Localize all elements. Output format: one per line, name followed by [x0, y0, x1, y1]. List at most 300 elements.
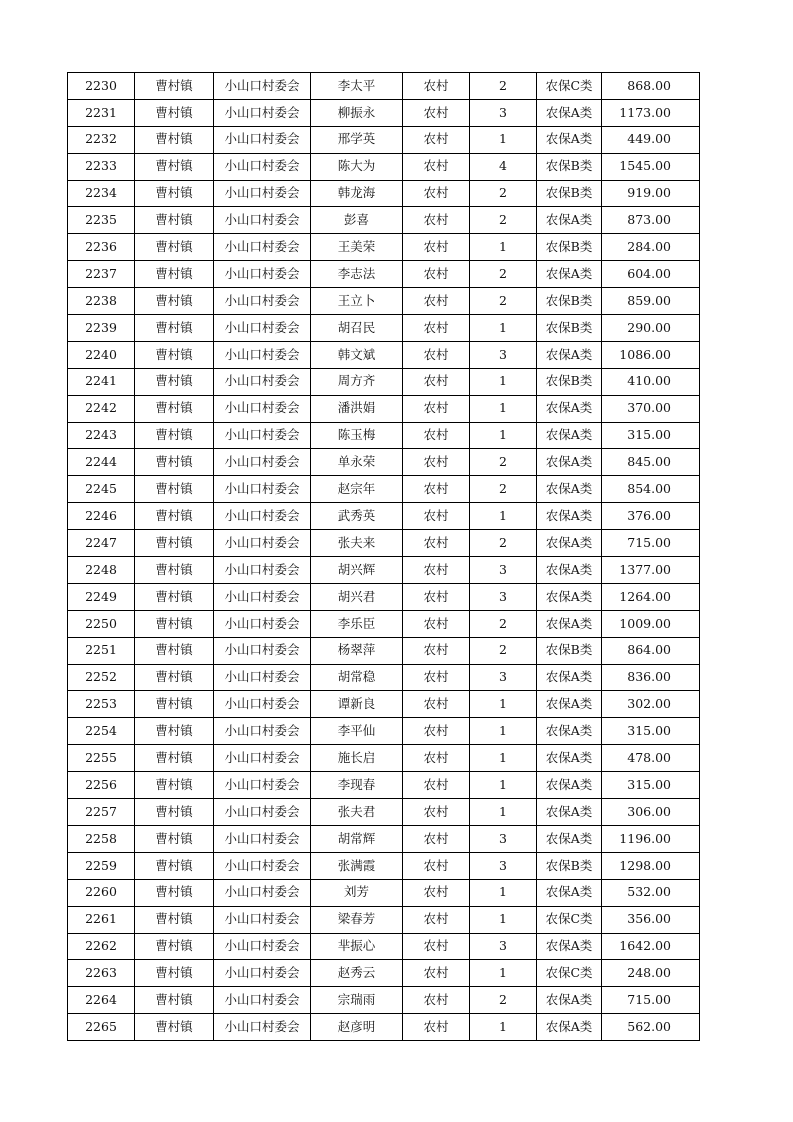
cell-insurance-category: 农保A类 [537, 718, 602, 745]
records-table [67, 72, 700, 1041]
cell-insurance-category: 农保B类 [537, 315, 602, 342]
cell-town: 曹村镇 [135, 126, 214, 153]
cell-insurance-category: 农保A类 [537, 825, 602, 852]
cell-serial-number: 2254 [68, 718, 135, 745]
cell-insurance-category: 农保A类 [537, 879, 602, 906]
cell-insurance-category: 农保A类 [537, 476, 602, 503]
cell-village-committee: 小山口村委会 [214, 664, 311, 691]
cell-insurance-category: 农保A类 [537, 449, 602, 476]
table-row [68, 234, 700, 261]
cell-village-committee: 小山口村委会 [214, 987, 311, 1014]
cell-amount: 449.00 [602, 126, 700, 153]
cell-amount: 1264.00 [602, 583, 700, 610]
cell-amount: 1545.00 [602, 153, 700, 180]
table-row [68, 341, 700, 368]
cell-area-type: 农村 [403, 879, 470, 906]
cell-household-count: 1 [470, 422, 537, 449]
cell-village-committee: 小山口村委会 [214, 368, 311, 395]
table-row [68, 879, 700, 906]
cell-town: 曹村镇 [135, 799, 214, 826]
cell-person-name: 柳振永 [311, 99, 403, 126]
cell-insurance-category: 农保A类 [537, 610, 602, 637]
cell-village-committee: 小山口村委会 [214, 180, 311, 207]
cell-serial-number: 2262 [68, 933, 135, 960]
cell-village-committee: 小山口村委会 [214, 341, 311, 368]
cell-amount: 1196.00 [602, 825, 700, 852]
cell-town: 曹村镇 [135, 73, 214, 100]
cell-serial-number: 2235 [68, 207, 135, 234]
cell-serial-number: 2236 [68, 234, 135, 261]
cell-amount: 873.00 [602, 207, 700, 234]
cell-village-committee: 小山口村委会 [214, 691, 311, 718]
cell-town: 曹村镇 [135, 772, 214, 799]
table-row [68, 422, 700, 449]
cell-person-name: 谭新良 [311, 691, 403, 718]
cell-area-type: 农村 [403, 315, 470, 342]
cell-town: 曹村镇 [135, 852, 214, 879]
cell-household-count: 1 [470, 395, 537, 422]
cell-village-committee: 小山口村委会 [214, 395, 311, 422]
cell-household-count: 3 [470, 99, 537, 126]
cell-village-committee: 小山口村委会 [214, 799, 311, 826]
cell-insurance-category: 农保A类 [537, 503, 602, 530]
cell-insurance-category: 农保B类 [537, 368, 602, 395]
cell-person-name: 宗瑞雨 [311, 987, 403, 1014]
cell-village-committee: 小山口村委会 [214, 207, 311, 234]
cell-household-count: 2 [470, 987, 537, 1014]
cell-amount: 1009.00 [602, 610, 700, 637]
cell-person-name: 周方齐 [311, 368, 403, 395]
cell-insurance-category: 农保C类 [537, 73, 602, 100]
table-row [68, 933, 700, 960]
cell-insurance-category: 农保A类 [537, 987, 602, 1014]
cell-village-committee: 小山口村委会 [214, 261, 311, 288]
table-row [68, 987, 700, 1014]
cell-insurance-category: 农保A类 [537, 99, 602, 126]
cell-town: 曹村镇 [135, 825, 214, 852]
cell-amount: 868.00 [602, 73, 700, 100]
cell-area-type: 农村 [403, 234, 470, 261]
cell-insurance-category: 农保C类 [537, 960, 602, 987]
cell-insurance-category: 农保A类 [537, 557, 602, 584]
table-row [68, 180, 700, 207]
cell-serial-number: 2230 [68, 73, 135, 100]
cell-household-count: 1 [470, 691, 537, 718]
cell-household-count: 2 [470, 476, 537, 503]
cell-village-committee: 小山口村委会 [214, 906, 311, 933]
cell-household-count: 1 [470, 368, 537, 395]
cell-serial-number: 2259 [68, 852, 135, 879]
cell-town: 曹村镇 [135, 530, 214, 557]
cell-person-name: 陈玉梅 [311, 422, 403, 449]
cell-insurance-category: 农保B类 [537, 852, 602, 879]
cell-area-type: 农村 [403, 960, 470, 987]
cell-serial-number: 2231 [68, 99, 135, 126]
cell-insurance-category: 农保A类 [537, 691, 602, 718]
cell-insurance-category: 农保B类 [537, 234, 602, 261]
cell-amount: 370.00 [602, 395, 700, 422]
table-row [68, 207, 700, 234]
cell-town: 曹村镇 [135, 610, 214, 637]
cell-village-committee: 小山口村委会 [214, 99, 311, 126]
cell-area-type: 农村 [403, 476, 470, 503]
cell-household-count: 4 [470, 153, 537, 180]
cell-area-type: 农村 [403, 799, 470, 826]
table-row [68, 745, 700, 772]
cell-amount: 532.00 [602, 879, 700, 906]
cell-household-count: 1 [470, 745, 537, 772]
cell-amount: 290.00 [602, 315, 700, 342]
cell-insurance-category: 农保A类 [537, 261, 602, 288]
cell-serial-number: 2239 [68, 315, 135, 342]
cell-person-name: 杨翠萍 [311, 637, 403, 664]
cell-insurance-category: 农保A类 [537, 664, 602, 691]
cell-insurance-category: 农保A类 [537, 126, 602, 153]
cell-town: 曹村镇 [135, 557, 214, 584]
cell-town: 曹村镇 [135, 987, 214, 1014]
cell-village-committee: 小山口村委会 [214, 530, 311, 557]
cell-area-type: 农村 [403, 73, 470, 100]
cell-serial-number: 2249 [68, 583, 135, 610]
cell-serial-number: 2251 [68, 637, 135, 664]
cell-serial-number: 2255 [68, 745, 135, 772]
cell-household-count: 2 [470, 288, 537, 315]
cell-person-name: 韩文斌 [311, 341, 403, 368]
cell-serial-number: 2244 [68, 449, 135, 476]
cell-amount: 284.00 [602, 234, 700, 261]
cell-person-name: 李现春 [311, 772, 403, 799]
cell-area-type: 农村 [403, 341, 470, 368]
cell-person-name: 李太平 [311, 73, 403, 100]
cell-household-count: 2 [470, 530, 537, 557]
cell-household-count: 1 [470, 879, 537, 906]
cell-amount: 315.00 [602, 422, 700, 449]
cell-village-committee: 小山口村委会 [214, 960, 311, 987]
cell-serial-number: 2253 [68, 691, 135, 718]
table-row [68, 530, 700, 557]
cell-amount: 1173.00 [602, 99, 700, 126]
cell-insurance-category: 农保A类 [537, 1014, 602, 1041]
cell-town: 曹村镇 [135, 691, 214, 718]
cell-amount: 1086.00 [602, 341, 700, 368]
cell-person-name: 李志法 [311, 261, 403, 288]
cell-serial-number: 2260 [68, 879, 135, 906]
cell-area-type: 农村 [403, 691, 470, 718]
cell-serial-number: 2238 [68, 288, 135, 315]
cell-person-name: 胡兴辉 [311, 557, 403, 584]
cell-insurance-category: 农保C类 [537, 906, 602, 933]
cell-person-name: 武秀英 [311, 503, 403, 530]
table-row [68, 476, 700, 503]
cell-person-name: 单永荣 [311, 449, 403, 476]
cell-town: 曹村镇 [135, 503, 214, 530]
cell-amount: 315.00 [602, 718, 700, 745]
cell-insurance-category: 农保A类 [537, 207, 602, 234]
cell-household-count: 3 [470, 825, 537, 852]
cell-town: 曹村镇 [135, 261, 214, 288]
cell-area-type: 农村 [403, 637, 470, 664]
cell-town: 曹村镇 [135, 449, 214, 476]
cell-village-committee: 小山口村委会 [214, 557, 311, 584]
table-row [68, 449, 700, 476]
cell-village-committee: 小山口村委会 [214, 933, 311, 960]
table-row [68, 99, 700, 126]
records-table-body [68, 73, 700, 1041]
cell-serial-number: 2261 [68, 906, 135, 933]
cell-serial-number: 2246 [68, 503, 135, 530]
cell-area-type: 农村 [403, 987, 470, 1014]
cell-amount: 315.00 [602, 772, 700, 799]
cell-area-type: 农村 [403, 772, 470, 799]
cell-serial-number: 2252 [68, 664, 135, 691]
cell-area-type: 农村 [403, 395, 470, 422]
cell-person-name: 王立卜 [311, 288, 403, 315]
cell-village-committee: 小山口村委会 [214, 637, 311, 664]
cell-village-committee: 小山口村委会 [214, 503, 311, 530]
cell-town: 曹村镇 [135, 180, 214, 207]
cell-household-count: 1 [470, 718, 537, 745]
cell-insurance-category: 农保B类 [537, 180, 602, 207]
cell-serial-number: 2257 [68, 799, 135, 826]
table-row [68, 691, 700, 718]
cell-area-type: 农村 [403, 583, 470, 610]
cell-person-name: 赵彦明 [311, 1014, 403, 1041]
cell-area-type: 农村 [403, 1014, 470, 1041]
cell-household-count: 1 [470, 906, 537, 933]
cell-village-committee: 小山口村委会 [214, 126, 311, 153]
cell-serial-number: 2232 [68, 126, 135, 153]
cell-town: 曹村镇 [135, 906, 214, 933]
cell-town: 曹村镇 [135, 234, 214, 261]
cell-serial-number: 2264 [68, 987, 135, 1014]
cell-person-name: 李平仙 [311, 718, 403, 745]
cell-household-count: 1 [470, 503, 537, 530]
cell-town: 曹村镇 [135, 153, 214, 180]
cell-serial-number: 2242 [68, 395, 135, 422]
cell-area-type: 农村 [403, 745, 470, 772]
cell-town: 曹村镇 [135, 476, 214, 503]
cell-household-count: 2 [470, 261, 537, 288]
cell-insurance-category: 农保B类 [537, 153, 602, 180]
cell-household-count: 2 [470, 449, 537, 476]
cell-area-type: 农村 [403, 99, 470, 126]
cell-town: 曹村镇 [135, 664, 214, 691]
cell-area-type: 农村 [403, 153, 470, 180]
cell-insurance-category: 农保A类 [537, 933, 602, 960]
cell-town: 曹村镇 [135, 718, 214, 745]
cell-household-count: 3 [470, 664, 537, 691]
cell-amount: 854.00 [602, 476, 700, 503]
table-row [68, 261, 700, 288]
cell-household-count: 1 [470, 772, 537, 799]
cell-serial-number: 2258 [68, 825, 135, 852]
table-row [68, 825, 700, 852]
cell-area-type: 农村 [403, 933, 470, 960]
cell-area-type: 农村 [403, 368, 470, 395]
cell-insurance-category: 农保A类 [537, 799, 602, 826]
cell-village-committee: 小山口村委会 [214, 315, 311, 342]
cell-person-name: 张满霞 [311, 852, 403, 879]
cell-area-type: 农村 [403, 207, 470, 234]
cell-insurance-category: 农保A类 [537, 422, 602, 449]
cell-town: 曹村镇 [135, 368, 214, 395]
cell-insurance-category: 农保A类 [537, 772, 602, 799]
cell-serial-number: 2245 [68, 476, 135, 503]
table-row [68, 503, 700, 530]
cell-person-name: 赵宗年 [311, 476, 403, 503]
cell-household-count: 1 [470, 234, 537, 261]
cell-household-count: 3 [470, 933, 537, 960]
cell-area-type: 农村 [403, 126, 470, 153]
table-row [68, 368, 700, 395]
cell-person-name: 赵秀云 [311, 960, 403, 987]
cell-amount: 562.00 [602, 1014, 700, 1041]
cell-person-name: 胡召民 [311, 315, 403, 342]
cell-person-name: 刘芳 [311, 879, 403, 906]
cell-town: 曹村镇 [135, 879, 214, 906]
cell-household-count: 3 [470, 341, 537, 368]
cell-village-committee: 小山口村委会 [214, 583, 311, 610]
cell-insurance-category: 农保A类 [537, 583, 602, 610]
cell-area-type: 农村 [403, 852, 470, 879]
cell-person-name: 潘洪娟 [311, 395, 403, 422]
cell-area-type: 农村 [403, 180, 470, 207]
cell-area-type: 农村 [403, 718, 470, 745]
cell-village-committee: 小山口村委会 [214, 610, 311, 637]
cell-town: 曹村镇 [135, 315, 214, 342]
cell-amount: 845.00 [602, 449, 700, 476]
cell-town: 曹村镇 [135, 422, 214, 449]
table-row [68, 73, 700, 100]
cell-village-committee: 小山口村委会 [214, 288, 311, 315]
cell-town: 曹村镇 [135, 288, 214, 315]
table-row [68, 395, 700, 422]
cell-village-committee: 小山口村委会 [214, 476, 311, 503]
cell-household-count: 2 [470, 180, 537, 207]
cell-person-name: 施长启 [311, 745, 403, 772]
cell-person-name: 邢学英 [311, 126, 403, 153]
cell-area-type: 农村 [403, 610, 470, 637]
cell-town: 曹村镇 [135, 207, 214, 234]
cell-person-name: 张夫来 [311, 530, 403, 557]
cell-amount: 1642.00 [602, 933, 700, 960]
cell-area-type: 农村 [403, 906, 470, 933]
cell-serial-number: 2247 [68, 530, 135, 557]
cell-town: 曹村镇 [135, 637, 214, 664]
cell-area-type: 农村 [403, 288, 470, 315]
cell-person-name: 胡兴君 [311, 583, 403, 610]
cell-village-committee: 小山口村委会 [214, 234, 311, 261]
cell-person-name: 梁春芳 [311, 906, 403, 933]
cell-insurance-category: 农保A类 [537, 745, 602, 772]
cell-household-count: 2 [470, 207, 537, 234]
cell-amount: 478.00 [602, 745, 700, 772]
cell-amount: 604.00 [602, 261, 700, 288]
cell-village-committee: 小山口村委会 [214, 1014, 311, 1041]
table-row [68, 315, 700, 342]
cell-area-type: 农村 [403, 664, 470, 691]
cell-amount: 919.00 [602, 180, 700, 207]
cell-household-count: 3 [470, 583, 537, 610]
cell-serial-number: 2234 [68, 180, 135, 207]
table-row [68, 1014, 700, 1041]
cell-amount: 864.00 [602, 637, 700, 664]
table-row [68, 960, 700, 987]
table-row [68, 610, 700, 637]
cell-person-name: 陈大为 [311, 153, 403, 180]
table-row [68, 718, 700, 745]
cell-household-count: 1 [470, 960, 537, 987]
cell-area-type: 农村 [403, 503, 470, 530]
cell-amount: 836.00 [602, 664, 700, 691]
cell-amount: 1377.00 [602, 557, 700, 584]
cell-amount: 715.00 [602, 987, 700, 1014]
cell-area-type: 农村 [403, 557, 470, 584]
cell-household-count: 1 [470, 1014, 537, 1041]
cell-person-name: 胡常辉 [311, 825, 403, 852]
cell-insurance-category: 农保B类 [537, 637, 602, 664]
cell-town: 曹村镇 [135, 745, 214, 772]
cell-insurance-category: 农保B类 [537, 288, 602, 315]
table-row [68, 664, 700, 691]
cell-village-committee: 小山口村委会 [214, 825, 311, 852]
cell-serial-number: 2243 [68, 422, 135, 449]
cell-village-committee: 小山口村委会 [214, 422, 311, 449]
cell-area-type: 农村 [403, 261, 470, 288]
cell-household-count: 1 [470, 126, 537, 153]
cell-village-committee: 小山口村委会 [214, 73, 311, 100]
cell-area-type: 农村 [403, 825, 470, 852]
cell-insurance-category: 农保A类 [537, 530, 602, 557]
table-row [68, 906, 700, 933]
cell-insurance-category: 农保A类 [537, 341, 602, 368]
cell-amount: 376.00 [602, 503, 700, 530]
cell-serial-number: 2263 [68, 960, 135, 987]
cell-household-count: 1 [470, 315, 537, 342]
cell-area-type: 农村 [403, 530, 470, 557]
cell-serial-number: 2265 [68, 1014, 135, 1041]
cell-village-committee: 小山口村委会 [214, 879, 311, 906]
cell-town: 曹村镇 [135, 933, 214, 960]
cell-village-committee: 小山口村委会 [214, 852, 311, 879]
cell-person-name: 李乐臣 [311, 610, 403, 637]
cell-amount: 1298.00 [602, 852, 700, 879]
cell-town: 曹村镇 [135, 1014, 214, 1041]
table-row [68, 557, 700, 584]
cell-serial-number: 2233 [68, 153, 135, 180]
cell-town: 曹村镇 [135, 99, 214, 126]
cell-serial-number: 2250 [68, 610, 135, 637]
cell-amount: 306.00 [602, 799, 700, 826]
cell-household-count: 3 [470, 852, 537, 879]
table-row [68, 852, 700, 879]
cell-insurance-category: 农保A类 [537, 395, 602, 422]
cell-amount: 356.00 [602, 906, 700, 933]
cell-area-type: 农村 [403, 422, 470, 449]
cell-town: 曹村镇 [135, 583, 214, 610]
cell-village-committee: 小山口村委会 [214, 772, 311, 799]
cell-person-name: 彭喜 [311, 207, 403, 234]
cell-amount: 410.00 [602, 368, 700, 395]
cell-town: 曹村镇 [135, 341, 214, 368]
cell-village-committee: 小山口村委会 [214, 449, 311, 476]
table-row [68, 772, 700, 799]
cell-amount: 715.00 [602, 530, 700, 557]
cell-village-committee: 小山口村委会 [214, 745, 311, 772]
cell-serial-number: 2240 [68, 341, 135, 368]
table-row [68, 799, 700, 826]
cell-town: 曹村镇 [135, 395, 214, 422]
